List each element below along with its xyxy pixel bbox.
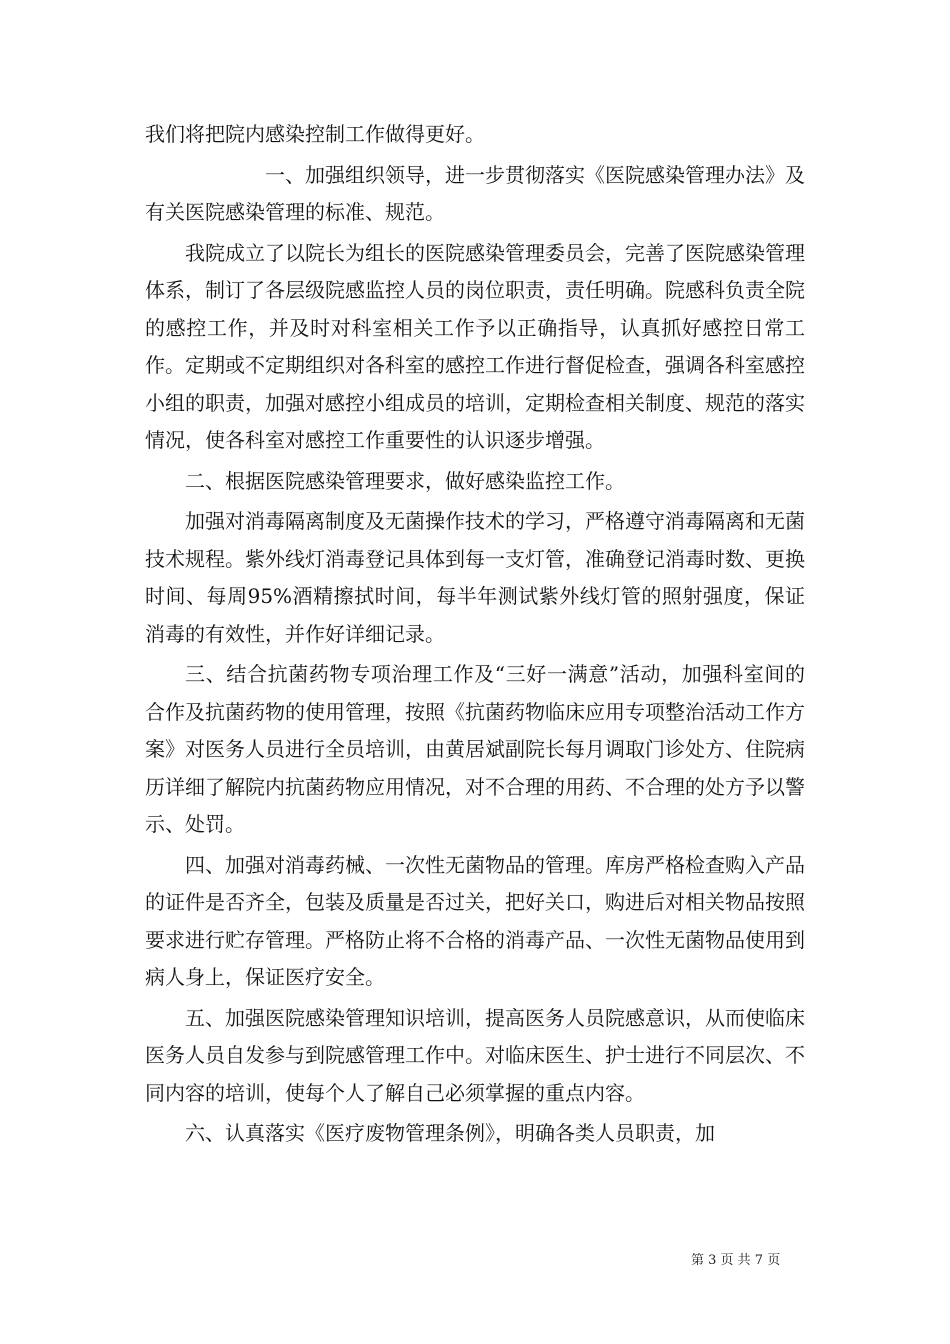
- paragraph-disinfection: 加强对消毒隔离制度及无菌操作技术的学习，严格遵守消毒隔离和无菌技术规程。紫外线灯消毒登记具体到每一支灯管，准确登记消毒时数、更换时间、每周95%酒精擦拭时间，每半年测试紫外线灯管的照射强度，保证消毒的有效性，并作好详细记录。: [145, 509, 805, 646]
- section-heading-6: 六、认真落实《医疗废物管理条例》，明确各类人员职责，加: [185, 1121, 715, 1145]
- section-heading-2: 二、根据医院感染管理要求，做好感染监控工作。: [185, 468, 625, 493]
- section-heading-3: 三、结合抗菌药物专项治理工作及“三好一满意”活动，加强科室间的合作及抗菌药物的使用管理，按照《抗菌药物临床应用专项整治活动工作方案》对医务人员进行全员培训，由黄居斌副院长每月调取门诊处方、住院病历详细了解院内抗菌药物应用情况，对不合理的用药、不合理的处方予以警示、处罚。: [145, 662, 805, 836]
- section-heading-5: 五、加强医院感染管理知识培训，提高医务人员院感意识，从而使临床医务人员自发参与到院感管理工作中。对临床医生、护士进行不同层次、不同内容的培训，使每个人了解自己必须掌握的重点内容。: [145, 1005, 805, 1105]
- section-heading-1: 一、加强组织领导，进一步贯彻落实《医院感染管理办法》及有关医院感染管理的标准、规范。: [145, 162, 805, 224]
- paragraph-closing-line: 我们将把院内感染控制工作做得更好。: [145, 122, 485, 146]
- paragraph-organization: 我院成立了以院长为组长的医院感染管理委员会，完善了医院感染管理体系，制订了各层级院感监控人员的岗位职责，责任明确。院感科负责全院的感控工作，并及时对科室相关工作予以正确指导，认真抓好感控日常工作。定期或不定期组织对各科室的感控工作进行督促检查，强调各科室感控小组的职责，加强对感控小组成员的培训，定期检查相关制度、规范的落实情况，使各科室对感控工作重要性的认识逐步增强。: [145, 240, 805, 452]
- page-number: 第 3 页 共 7 页: [691, 1253, 781, 1268]
- document-body: [145, 116, 805, 1153]
- section-heading-4: 四、加强对消毒药械、一次性无菌物品的管理。库房严格检查购入产品的证件是否齐全，包装及质量是否过关，把好关口，购进后对相关物品按照要求进行贮存管理。严格防止将不合格的消毒产品、一次性无菌物品使用到病人身上，保证医疗安全。: [145, 852, 805, 989]
